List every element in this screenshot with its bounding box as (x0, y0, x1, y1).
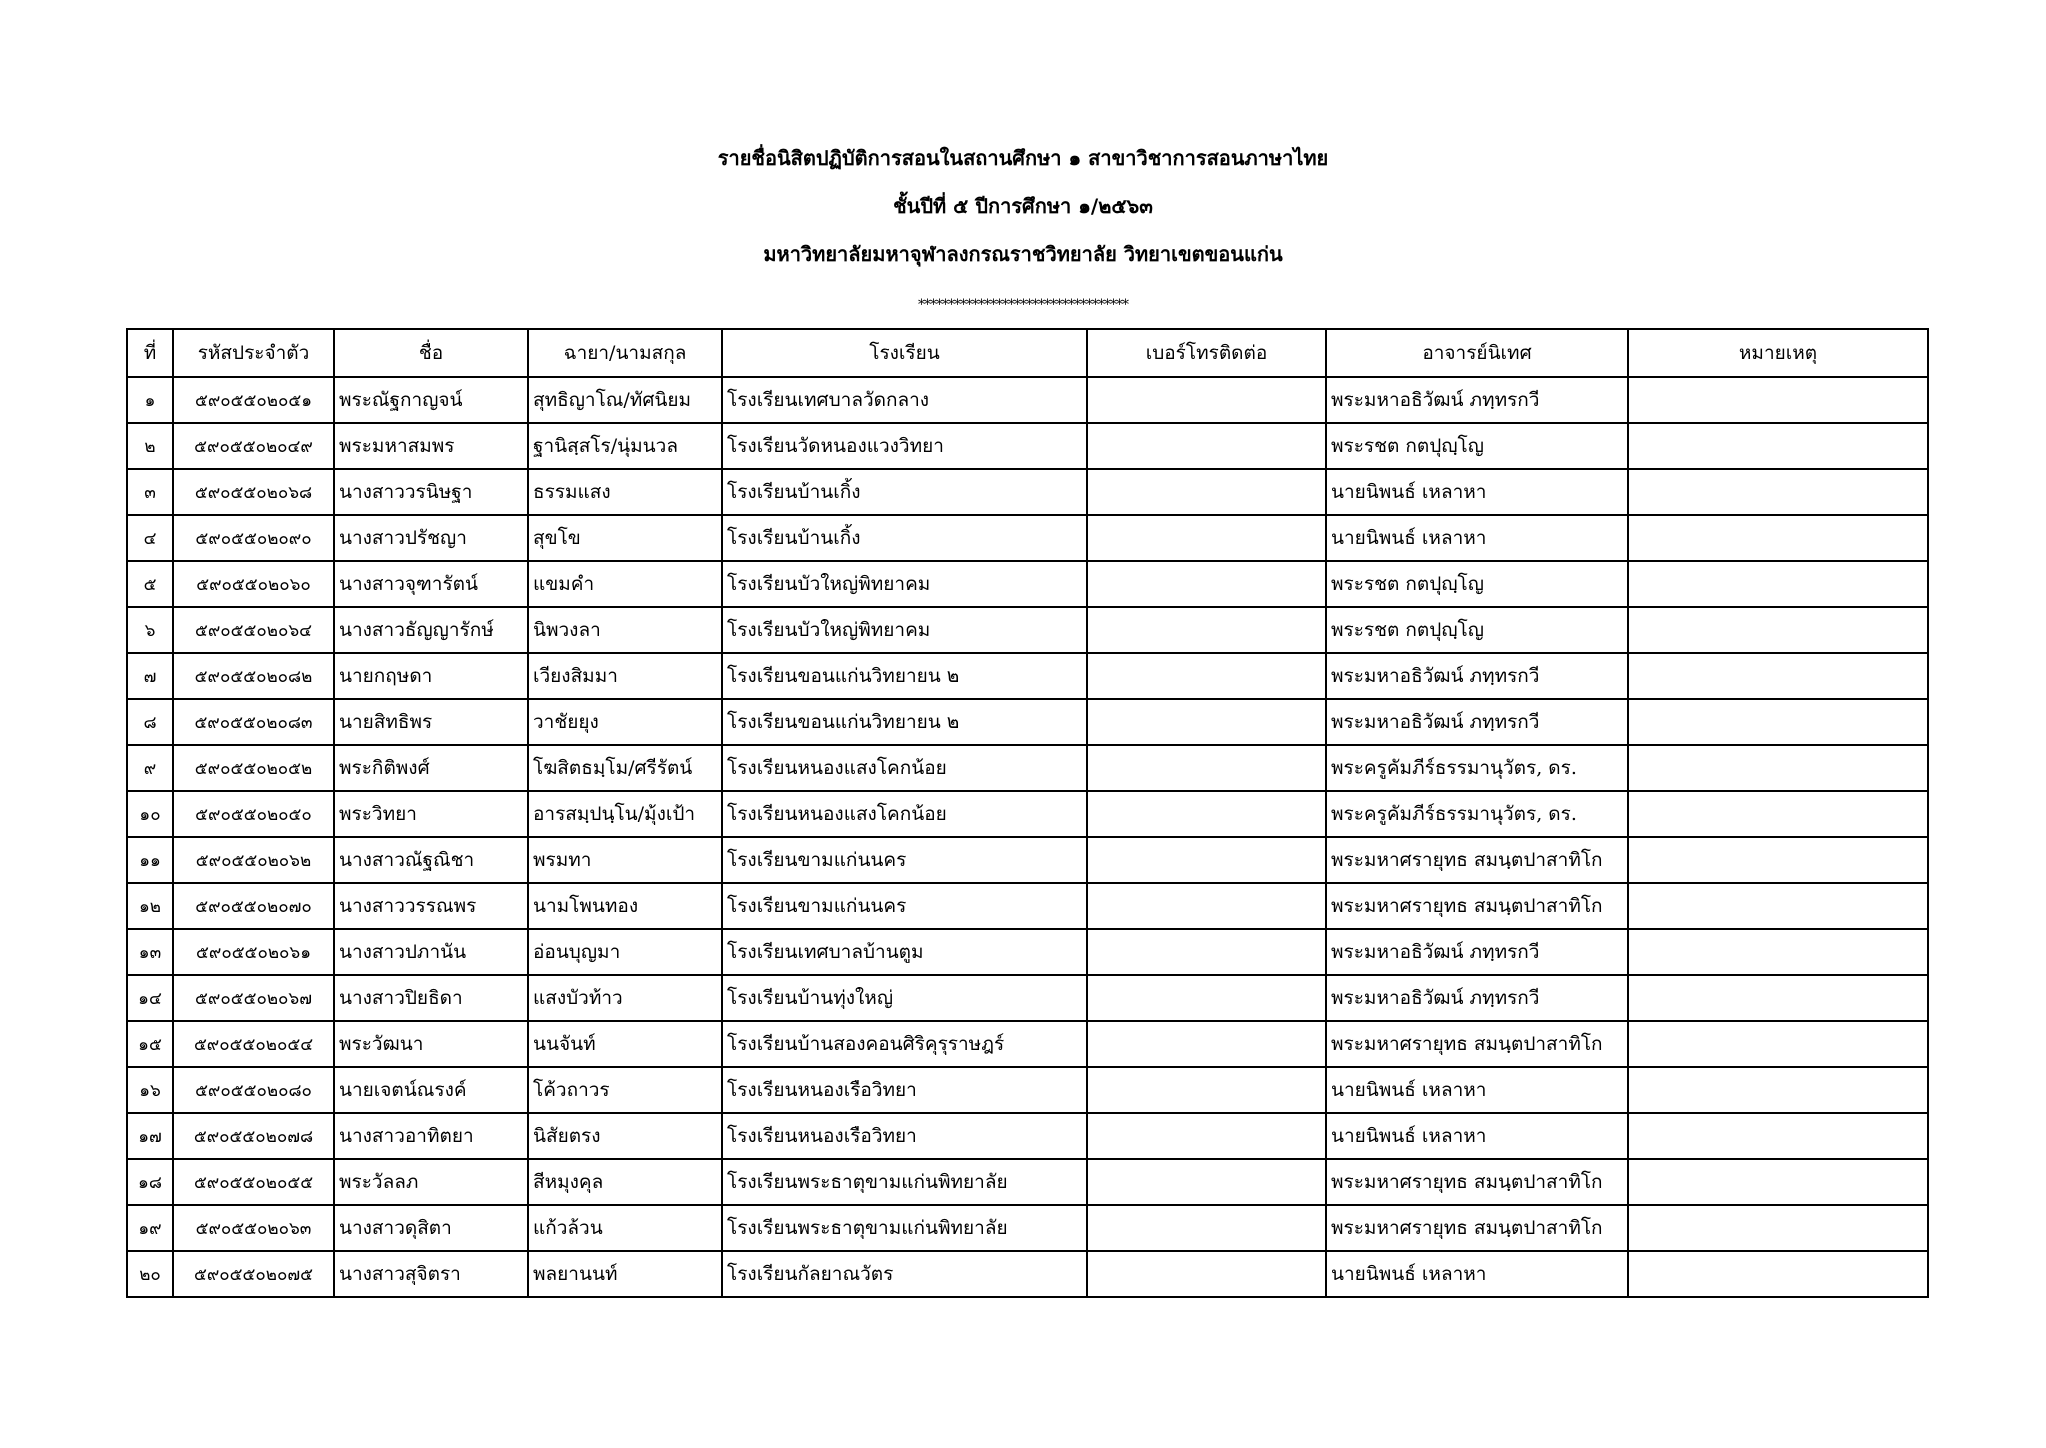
col-header-surname: ฉายา/นามสกุล (528, 329, 722, 377)
row-number: ๑๕ (127, 1021, 173, 1067)
student-id: ๕๙๐๕๕๐๒๐๖๑ (173, 929, 334, 975)
col-header-name: ชื่อ (334, 329, 528, 377)
remarks-cell (1628, 1251, 1928, 1297)
student-name: พระวิทยา (334, 791, 528, 837)
phone-cell (1087, 1113, 1326, 1159)
table-row (127, 653, 1928, 699)
school-name: โรงเรียนบัวใหญ่พิทยาคม (722, 607, 1087, 653)
row-number: ๑๗ (127, 1113, 173, 1159)
row-number: ๖ (127, 607, 173, 653)
table-row (127, 837, 1928, 883)
student-id: ๕๙๐๕๕๐๒๐๖๔ (173, 607, 334, 653)
student-id: ๕๙๐๕๕๐๒๐๘๓ (173, 699, 334, 745)
row-number: ๗ (127, 653, 173, 699)
student-id: ๕๙๐๕๕๐๒๐๗๘ (173, 1113, 334, 1159)
table-row (127, 745, 1928, 791)
supervisor-name: พระครูคัมภีร์ธรรมานุวัตร, ดร. (1326, 745, 1628, 791)
student-surname: ธรรมแสง (528, 469, 722, 515)
school-name: โรงเรียนหนองเรือวิทยา (722, 1113, 1087, 1159)
row-number: ๒๐ (127, 1251, 173, 1297)
row-number: ๑๔ (127, 975, 173, 1021)
phone-cell (1087, 515, 1326, 561)
phone-cell (1087, 653, 1326, 699)
row-number: ๑๐ (127, 791, 173, 837)
student-id: ๕๙๐๕๕๐๒๐๖๓ (173, 1205, 334, 1251)
student-table (126, 328, 1929, 1298)
supervisor-name: พระรชต กตปุญฺโญ (1326, 561, 1628, 607)
school-name: โรงเรียนบ้านทุ่งใหญ่ (722, 975, 1087, 1021)
school-name: โรงเรียนพระธาตุขามแก่นพิทยาลัย (722, 1159, 1087, 1205)
row-number: ๑ (127, 377, 173, 423)
student-id: ๕๙๐๕๕๐๒๐๖๐ (173, 561, 334, 607)
remarks-cell (1628, 515, 1928, 561)
student-name: นางสาวปิยธิดา (334, 975, 528, 1021)
remarks-cell (1628, 1021, 1928, 1067)
remarks-cell (1628, 975, 1928, 1021)
student-name: นางสาวณัฐณิชา (334, 837, 528, 883)
student-surname: อ่อนบุญมา (528, 929, 722, 975)
student-surname: นามโพนทอง (528, 883, 722, 929)
row-number: ๒ (127, 423, 173, 469)
remarks-cell (1628, 745, 1928, 791)
table-row (127, 469, 1928, 515)
asterisk-separator: *********************************** (918, 297, 1128, 313)
student-name: พระวัลลภ (334, 1159, 528, 1205)
supervisor-name: พระครูคัมภีร์ธรรมานุวัตร, ดร. (1326, 791, 1628, 837)
phone-cell (1087, 699, 1326, 745)
phone-cell (1087, 883, 1326, 929)
row-number: ๕ (127, 561, 173, 607)
student-id: ๕๙๐๕๕๐๒๐๖๘ (173, 469, 334, 515)
student-name: พระมหาสมพร (334, 423, 528, 469)
phone-cell (1087, 607, 1326, 653)
student-id: ๕๙๐๕๕๐๒๐๕๑ (173, 377, 334, 423)
student-surname: อารสมฺปนฺโน/มุ้งเป้า (528, 791, 722, 837)
phone-cell (1087, 1159, 1326, 1205)
student-id: ๕๙๐๕๕๐๒๐๗๕ (173, 1251, 334, 1297)
student-name: นางสาวสุจิตรา (334, 1251, 528, 1297)
supervisor-name: พระมหาศรายุทธ สมนฺตปาสาทิโก (1326, 1159, 1628, 1205)
supervisor-name: พระมหาอธิวัฒน์ ภทฺทรกวี (1326, 975, 1628, 1021)
student-name: นางสาวดุสิตา (334, 1205, 528, 1251)
table-row (127, 699, 1928, 745)
remarks-cell (1628, 837, 1928, 883)
table-row (127, 791, 1928, 837)
document-title: รายชื่อนิสิตปฏิบัติการสอนในสถานศึกษา ๑ สาขาวิชาการสอนภาษาไทย (717, 146, 1329, 170)
student-surname: พรมทา (528, 837, 722, 883)
remarks-cell (1628, 699, 1928, 745)
student-id: ๕๙๐๕๕๐๒๐๖๗ (173, 975, 334, 1021)
student-surname: นิสัยตรง (528, 1113, 722, 1159)
supervisor-name: พระมหาอธิวัฒน์ ภทฺทรกวี (1326, 699, 1628, 745)
student-name: นางสาววรรณพร (334, 883, 528, 929)
row-number: ๑๙ (127, 1205, 173, 1251)
student-surname: โฆสิตธมฺโม/ศรีรัตน์ (528, 745, 722, 791)
supervisor-name: นายนิพนธ์ เหลาหา (1326, 515, 1628, 561)
remarks-cell (1628, 1113, 1928, 1159)
student-name: นายสิทธิพร (334, 699, 528, 745)
student-surname: โค้วถาวร (528, 1067, 722, 1113)
student-surname: ฐานิสฺสโร/นุ่มนวล (528, 423, 722, 469)
student-name: นายเจตน์ณรงค์ (334, 1067, 528, 1113)
student-id: ๕๙๐๕๕๐๒๐๗๐ (173, 883, 334, 929)
student-surname: เวียงสิมมา (528, 653, 722, 699)
student-id: ๕๙๐๕๕๐๒๐๕๕ (173, 1159, 334, 1205)
col-header-no: ที่ (127, 329, 173, 377)
school-name: โรงเรียนเทศบาลบ้านตูม (722, 929, 1087, 975)
phone-cell (1087, 929, 1326, 975)
student-name: นายกฤษดา (334, 653, 528, 699)
phone-cell (1087, 377, 1326, 423)
remarks-cell (1628, 1159, 1928, 1205)
supervisor-name: นายนิพนธ์ เหลาหา (1326, 469, 1628, 515)
school-name: โรงเรียนเทศบาลวัดกลาง (722, 377, 1087, 423)
col-header-student-id: รหัสประจำตัว (173, 329, 334, 377)
table-row (127, 1067, 1928, 1113)
remarks-cell (1628, 469, 1928, 515)
remarks-cell (1628, 653, 1928, 699)
student-id: ๕๙๐๕๕๐๒๐๔๙ (173, 423, 334, 469)
school-name: โรงเรียนบ้านเกิ้ง (722, 515, 1087, 561)
table-row (127, 1251, 1928, 1297)
supervisor-name: พระมหาศรายุทธ สมนฺตปาสาทิโก (1326, 883, 1628, 929)
table-row (127, 515, 1928, 561)
school-name: โรงเรียนหนองแสงโคกน้อย (722, 791, 1087, 837)
school-name: โรงเรียนบัวใหญ่พิทยาคม (722, 561, 1087, 607)
student-name: พระวัฒนา (334, 1021, 528, 1067)
table-row (127, 1021, 1928, 1067)
phone-cell (1087, 791, 1326, 837)
student-surname: แก้วล้วน (528, 1205, 722, 1251)
supervisor-name: พระรชต กตปุญฺโญ (1326, 423, 1628, 469)
school-name: โรงเรียนกัลยาณวัตร (722, 1251, 1087, 1297)
document-subtitle-year: ชั้นปีที่ ๕ ปีการศึกษา ๑/๒๕๖๓ (893, 194, 1153, 218)
student-name: นางสาวธัญญารักษ์ (334, 607, 528, 653)
row-number: ๑๖ (127, 1067, 173, 1113)
school-name: โรงเรียนหนองเรือวิทยา (722, 1067, 1087, 1113)
phone-cell (1087, 837, 1326, 883)
phone-cell (1087, 469, 1326, 515)
supervisor-name: นายนิพนธ์ เหลาหา (1326, 1113, 1628, 1159)
student-id: ๕๙๐๕๕๐๒๐๘๐ (173, 1067, 334, 1113)
phone-cell (1087, 975, 1326, 1021)
school-name: โรงเรียนขอนแก่นวิทยายน ๒ (722, 653, 1087, 699)
student-surname: แสงบัวท้าว (528, 975, 722, 1021)
table-row (127, 377, 1928, 423)
table-row (127, 561, 1928, 607)
row-number: ๑๓ (127, 929, 173, 975)
table-row (127, 423, 1928, 469)
student-surname: สุขโข (528, 515, 722, 561)
remarks-cell (1628, 1205, 1928, 1251)
student-id: ๕๙๐๕๕๐๒๐๕๒ (173, 745, 334, 791)
student-id: ๕๙๐๕๕๐๒๐๕๔ (173, 1021, 334, 1067)
student-id: ๕๙๐๕๕๐๒๐๘๒ (173, 653, 334, 699)
remarks-cell (1628, 377, 1928, 423)
remarks-cell (1628, 929, 1928, 975)
student-surname: สีหมุงคุล (528, 1159, 722, 1205)
school-name: โรงเรียนบ้านเกิ้ง (722, 469, 1087, 515)
remarks-cell (1628, 883, 1928, 929)
table-row (127, 607, 1928, 653)
col-header-school: โรงเรียน (722, 329, 1087, 377)
student-id: ๕๙๐๕๕๐๒๐๖๒ (173, 837, 334, 883)
student-surname: วาชัยยุง (528, 699, 722, 745)
phone-cell (1087, 561, 1326, 607)
remarks-cell (1628, 607, 1928, 653)
supervisor-name: พระมหาศรายุทธ สมนฺตปาสาทิโก (1326, 1021, 1628, 1067)
student-id: ๕๙๐๕๕๐๒๐๙๐ (173, 515, 334, 561)
table-row (127, 1205, 1928, 1251)
student-surname: นนจันท์ (528, 1021, 722, 1067)
supervisor-name: พระมหาอธิวัฒน์ ภทฺทรกวี (1326, 653, 1628, 699)
supervisor-name: พระมหาศรายุทธ สมนฺตปาสาทิโก (1326, 1205, 1628, 1251)
phone-cell (1087, 745, 1326, 791)
student-id: ๕๙๐๕๕๐๒๐๕๐ (173, 791, 334, 837)
row-number: ๘ (127, 699, 173, 745)
remarks-cell (1628, 1067, 1928, 1113)
row-number: ๑๘ (127, 1159, 173, 1205)
school-name: โรงเรียนหนองแสงโคกน้อย (722, 745, 1087, 791)
table-row (127, 1113, 1928, 1159)
table-row (127, 975, 1928, 1021)
phone-cell (1087, 1251, 1326, 1297)
row-number: ๔ (127, 515, 173, 561)
student-name: พระกิติพงศ์ (334, 745, 528, 791)
table-row (127, 883, 1928, 929)
student-name: นางสาวอาทิตยา (334, 1113, 528, 1159)
student-name: นางสาววรนิษฐา (334, 469, 528, 515)
student-name: พระณัฐกาญจน์ (334, 377, 528, 423)
student-name: นางสาวปภานัน (334, 929, 528, 975)
remarks-cell (1628, 791, 1928, 837)
supervisor-name: พระมหาอธิวัฒน์ ภทฺทรกวี (1326, 377, 1628, 423)
supervisor-name: พระรชต กตปุญฺโญ (1326, 607, 1628, 653)
phone-cell (1087, 423, 1326, 469)
row-number: ๑๒ (127, 883, 173, 929)
table-header-row (127, 329, 1928, 377)
supervisor-name: พระมหาอธิวัฒน์ ภทฺทรกวี (1326, 929, 1628, 975)
school-name: โรงเรียนพระธาตุขามแก่นพิทยาลัย (722, 1205, 1087, 1251)
col-header-remarks: หมายเหตุ (1628, 329, 1928, 377)
school-name: โรงเรียนขามแก่นนคร (722, 837, 1087, 883)
supervisor-name: นายนิพนธ์ เหลาหา (1326, 1067, 1628, 1113)
phone-cell (1087, 1021, 1326, 1067)
document-subtitle-university: มหาวิทยาลัยมหาจุฬาลงกรณราชวิทยาลัย วิทยาเขตขอนแก่น (763, 242, 1283, 266)
supervisor-name: พระมหาศรายุทธ สมนฺตปาสาทิโก (1326, 837, 1628, 883)
student-name: นางสาวจุฑารัตน์ (334, 561, 528, 607)
remarks-cell (1628, 561, 1928, 607)
col-header-phone: เบอร์โทรติดต่อ (1087, 329, 1326, 377)
phone-cell (1087, 1205, 1326, 1251)
row-number: ๙ (127, 745, 173, 791)
phone-cell (1087, 1067, 1326, 1113)
table-body (127, 377, 1928, 1297)
school-name: โรงเรียนบ้านสองคอนศิริคุรุราษฎร์ (722, 1021, 1087, 1067)
school-name: โรงเรียนวัดหนองแวงวิทยา (722, 423, 1087, 469)
table-row (127, 929, 1928, 975)
table-row (127, 1159, 1928, 1205)
remarks-cell (1628, 423, 1928, 469)
row-number: ๑๑ (127, 837, 173, 883)
student-surname: แขมคำ (528, 561, 722, 607)
school-name: โรงเรียนขอนแก่นวิทยายน ๒ (722, 699, 1087, 745)
student-surname: นิพวงลา (528, 607, 722, 653)
student-surname: พลยานนท์ (528, 1251, 722, 1297)
supervisor-name: นายนิพนธ์ เหลาหา (1326, 1251, 1628, 1297)
row-number: ๓ (127, 469, 173, 515)
student-surname: สุทธิญาโณ/ทัศนิยม (528, 377, 722, 423)
student-name: นางสาวปรัชญา (334, 515, 528, 561)
school-name: โรงเรียนขามแก่นนคร (722, 883, 1087, 929)
col-header-supervisor: อาจารย์นิเทศ (1326, 329, 1628, 377)
